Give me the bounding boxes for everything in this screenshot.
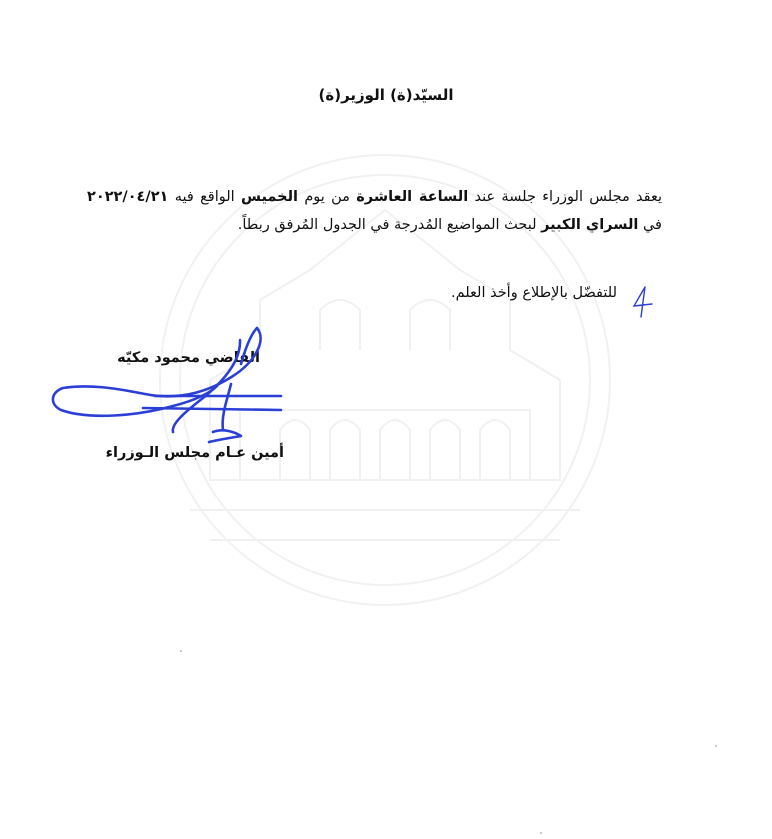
signer-name: القاضي محمود مكيّه xyxy=(117,350,260,366)
body-text-part: في xyxy=(638,217,662,233)
scan-speck xyxy=(540,832,542,834)
meeting-venue: السراي الكبير xyxy=(541,217,639,233)
meeting-notice-paragraph xyxy=(87,183,662,239)
scan-speck xyxy=(180,650,182,652)
scan-speck xyxy=(715,745,717,747)
body-text-part: لبحث المواضيع المُدرجة في الجدول المُرفق ربطاً. xyxy=(237,217,542,233)
body-text-part: من يوم xyxy=(298,189,357,205)
handwritten-initial-mark xyxy=(628,284,656,320)
closing-line: للتفضّل بالإطلاع وأخذ العلم. xyxy=(451,285,617,301)
meeting-day: الخميس xyxy=(241,189,299,205)
meeting-hour: الساعة العاشرة xyxy=(356,189,469,205)
body-text-part: الواقع فيه xyxy=(168,189,242,205)
meeting-date: ٢٠٢٢/٠٤/٢١ xyxy=(87,189,169,205)
handwritten-signature xyxy=(45,320,295,450)
salutation-heading: السيّد(ة) الوزير(ة) xyxy=(318,86,454,104)
body-text-part: يعقد مجلس الوزراء جلسة عند xyxy=(468,189,662,205)
signer-title: أمين عـام مجلس الـوزراء xyxy=(105,445,284,461)
